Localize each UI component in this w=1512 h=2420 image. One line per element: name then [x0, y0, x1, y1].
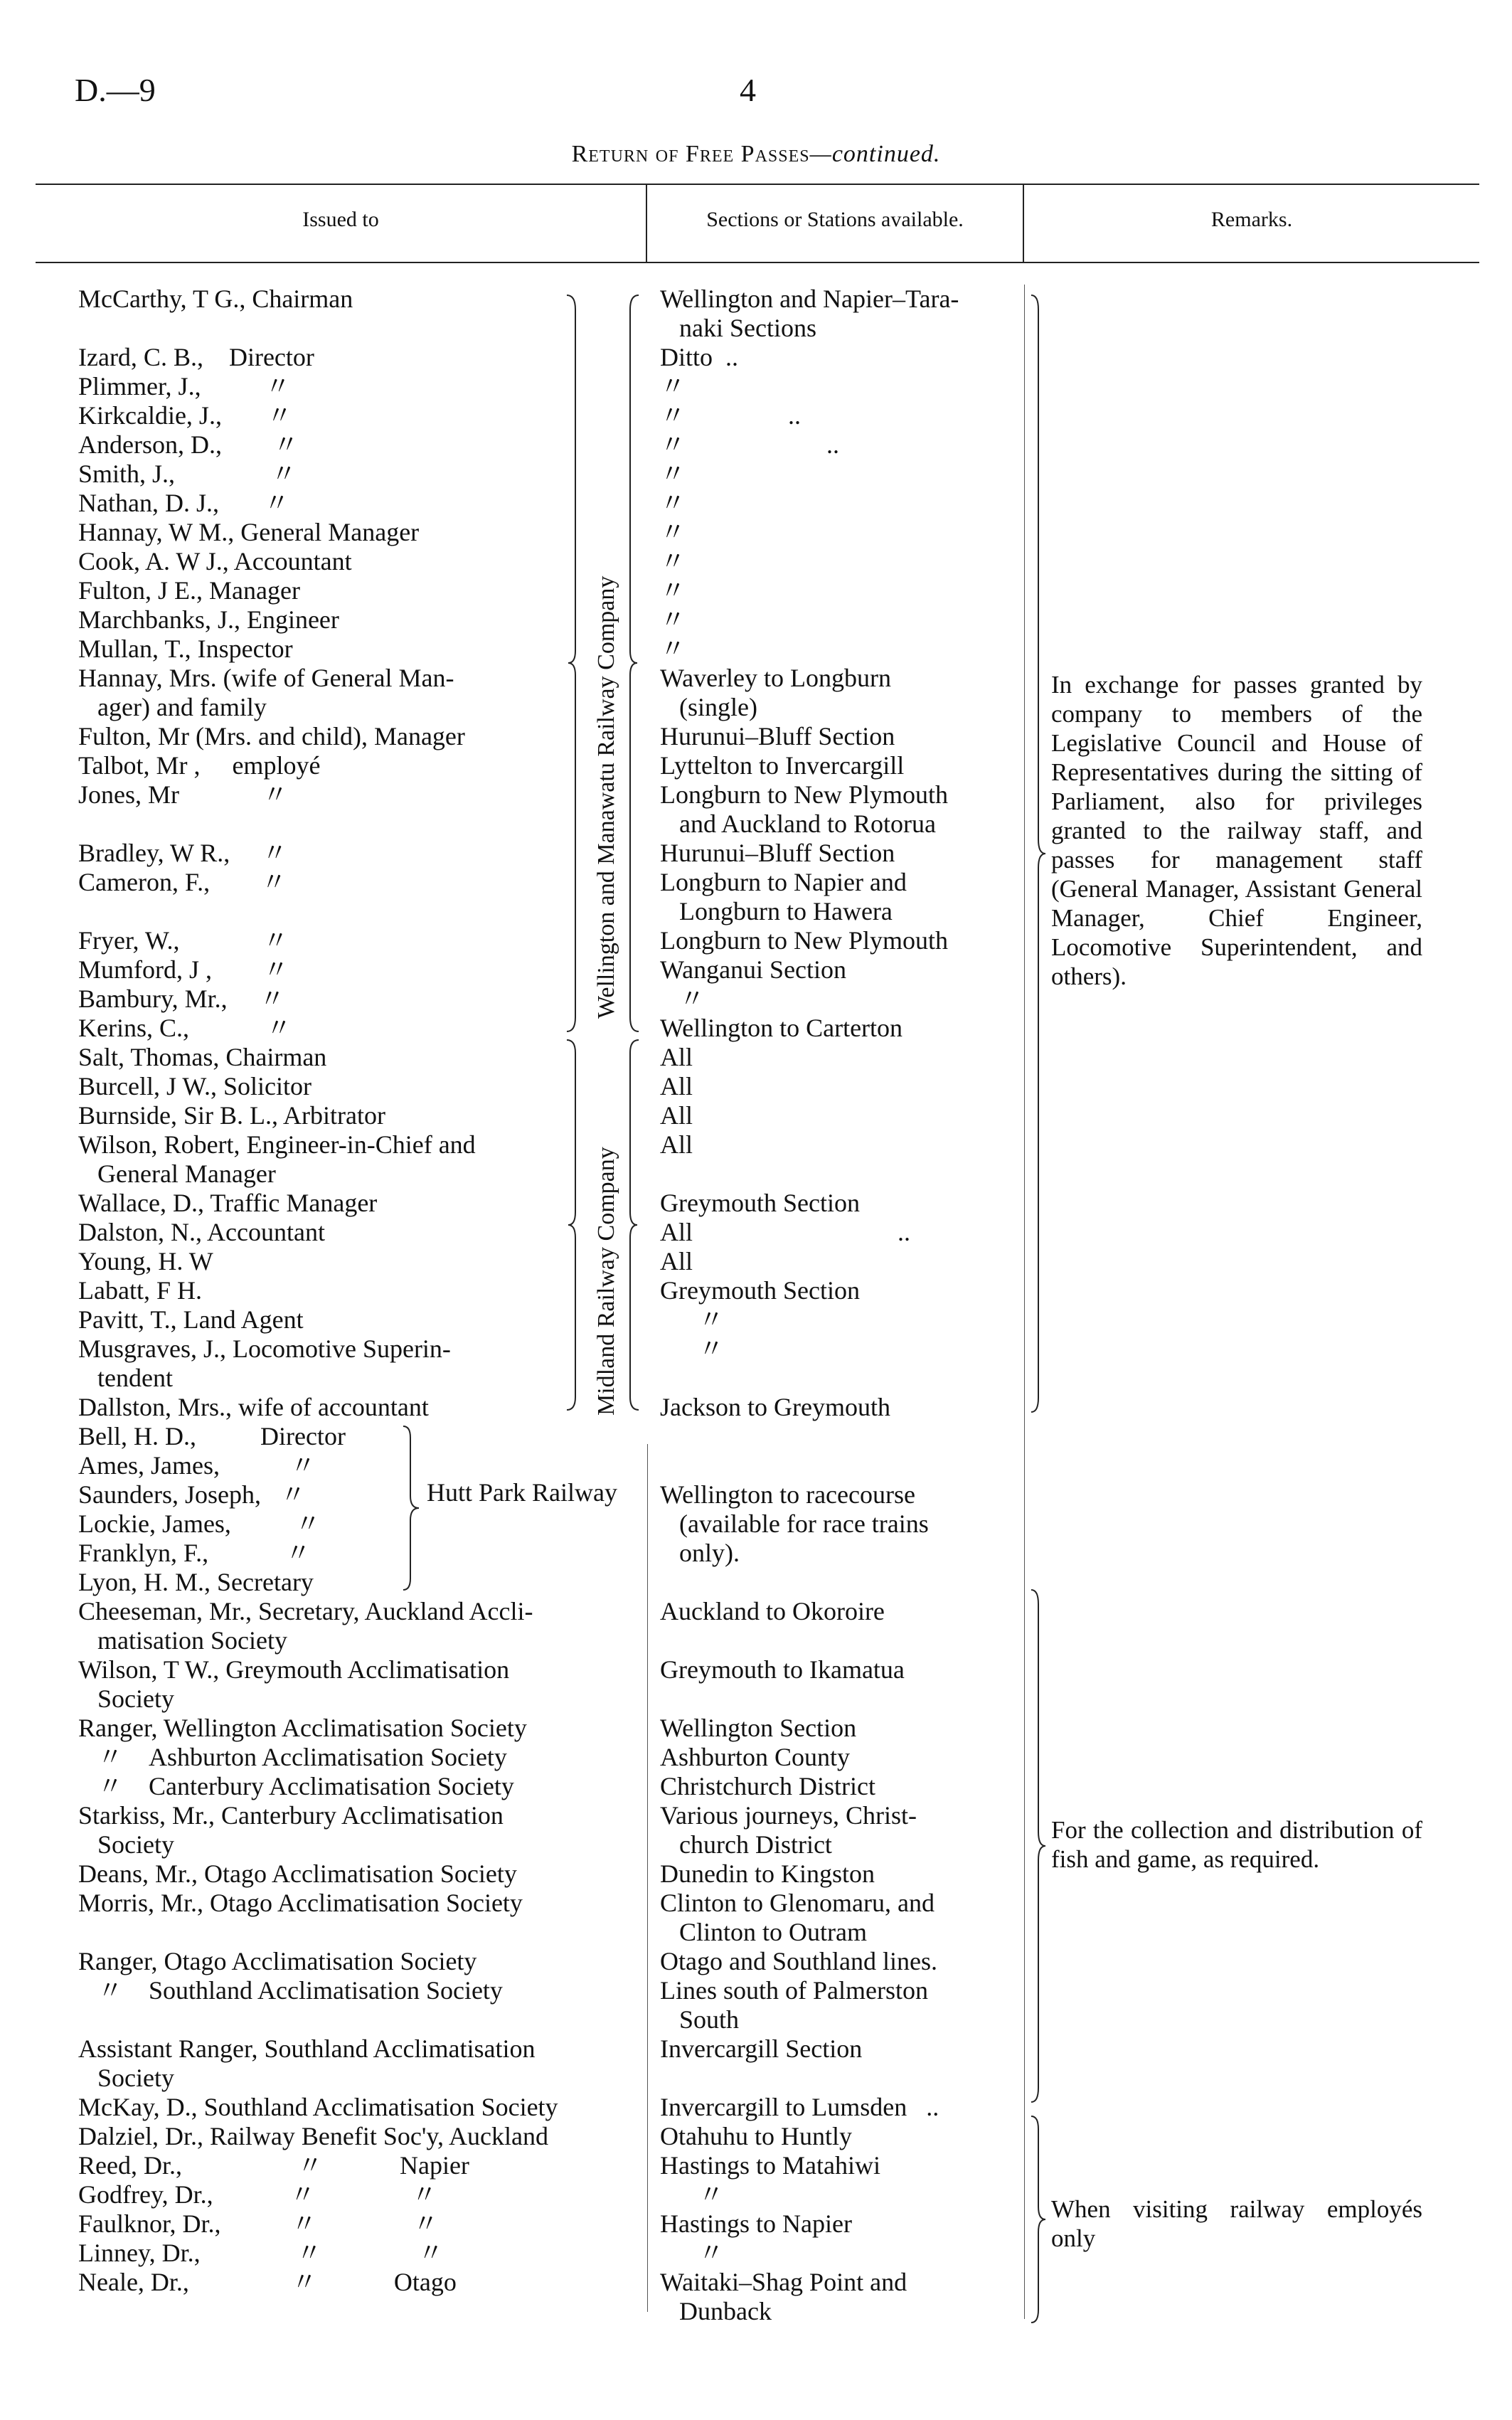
- issued-to-row: Faulknor, Dr., 〃 〃: [78, 2209, 439, 2238]
- section-row: Hurunui–Bluff Section: [660, 722, 895, 750]
- section-row: Hurunui–Bluff Section: [660, 839, 895, 867]
- issued-to-row: Young, H. W: [78, 1247, 213, 1275]
- section-row: [660, 1568, 1023, 1597]
- issued-to-row: Cheeseman, Mr., Secretary, Auckland Accli-: [78, 1597, 533, 1625]
- remark-exchange: In exchange for passes granted by company to members of the Legislative Council and House of Representatives during the sitting of Parliament, also for privileges granted to the railway staff, and passes for management staff (General Manager, Assistant General Manager, Chief Engineer, Locomotive Superintendent, and others).: [1051, 671, 1422, 990]
- issued-to-row: Fulton, J E., Manager: [78, 576, 300, 605]
- section-row: 〃: [660, 576, 686, 605]
- group-label-hutt-park: Hutt Park Railway: [427, 1478, 617, 1507]
- section-row: 〃: [660, 985, 706, 1013]
- document-code: D.—9: [75, 72, 156, 108]
- title-main: Return of Free Passes: [571, 141, 810, 167]
- section-row: [660, 1684, 1023, 1714]
- issued-to-row: Hannay, Mrs. (wife of General Man-: [78, 664, 454, 692]
- issued-to-row: Pavitt, T., Land Agent: [78, 1305, 304, 1334]
- section-row: Otahuhu to Huntly: [660, 2122, 852, 2150]
- issued-to-row: Dalziel, Dr., Railway Benefit Soc'y, Auckland: [78, 2122, 548, 2150]
- issued-to-row: Kerins, C., 〃: [78, 1014, 292, 1042]
- issued-to-row: matisation Society: [78, 1626, 287, 1655]
- header-sections: Sections or Stations available.: [706, 208, 964, 231]
- hutt-park-brace: [402, 1426, 423, 1590]
- section-row: Wellington Section: [660, 1714, 857, 1742]
- issued-to-row: Musgraves, J., Locomotive Superin-: [78, 1334, 451, 1363]
- issued-to-row: Dallston, Mrs., wife of accountant: [78, 1393, 429, 1421]
- section-row: Auckland to Okoroire: [660, 1597, 885, 1625]
- wellington-brace-left: [565, 295, 580, 1031]
- section-row: 〃: [660, 547, 686, 575]
- section-row: All: [660, 1043, 693, 1071]
- section-row: Wellington to racecourse: [660, 1480, 915, 1509]
- issued-to-row: Godfrey, Dr., 〃 〃: [78, 2180, 437, 2209]
- header-remarks: Remarks.: [1210, 208, 1293, 231]
- issued-to-row: Reed, Dr., 〃 Napier: [78, 2151, 469, 2180]
- section-row: (available for race trains: [660, 1509, 929, 1538]
- section-row: Invercargill to Lumsden ..: [660, 2093, 939, 2121]
- issued-to-row: Dalston, N., Accountant: [78, 1218, 325, 1246]
- section-row: Lyttelton to Invercargill: [660, 751, 905, 780]
- issued-to-row: Fryer, W., 〃: [78, 926, 289, 955]
- issued-to-row: Wilson, Robert, Engineer-in-Chief and: [78, 1130, 476, 1159]
- section-row: 〃: [660, 460, 686, 488]
- section-row: 〃: [660, 605, 686, 634]
- section-row: 〃 ..: [660, 401, 802, 430]
- section-row: Wanganui Section: [660, 955, 847, 984]
- issued-to-row: Ames, James, 〃: [78, 1451, 316, 1480]
- issued-to-row: [78, 2005, 661, 2034]
- section-row: naki Sections: [660, 314, 816, 342]
- section-row: Waverley to Longburn: [660, 664, 892, 692]
- section-row: Wellington to Carterton: [660, 1014, 903, 1042]
- group-label-wellington-manawatu: Wellington and Manawatu Railway Company: [593, 575, 619, 1019]
- section-row: (single): [660, 693, 757, 721]
- section-row: Wellington and Napier–Tara-: [660, 285, 959, 313]
- table-top-rule: [36, 184, 1479, 185]
- section-row: Ashburton County: [660, 1743, 851, 1771]
- issued-to-row: ager) and family: [78, 693, 267, 721]
- section-row: Longburn to New Plymouth: [660, 926, 948, 955]
- issued-to-row: Saunders, Joseph, 〃: [78, 1480, 306, 1509]
- sections-column-rule: [647, 1444, 648, 2312]
- section-row: only).: [660, 1539, 740, 1567]
- section-row: Ditto ..: [660, 343, 739, 371]
- group-label-midland: Midland Railway Company: [593, 1147, 619, 1416]
- issued-to-row: Fulton, Mr (Mrs. and child), Manager: [78, 722, 465, 750]
- issued-to-row: Talbot, Mr , employé: [78, 751, 321, 780]
- issued-to-row: Burnside, Sir B. L., Arbitrator: [78, 1101, 385, 1130]
- sections-column: [660, 285, 1023, 2326]
- issued-to-row: Lyon, H. M., Secretary: [78, 1568, 314, 1596]
- section-row: 〃: [660, 2239, 725, 2267]
- section-row: 〃: [660, 372, 686, 400]
- issued-to-row: Society: [78, 2064, 174, 2092]
- section-row: Dunback: [660, 2297, 772, 2325]
- issued-to-row: 〃 Southland Acclimatisation Society: [78, 1976, 503, 2005]
- section-row: All: [660, 1072, 693, 1100]
- section-row: South: [660, 2005, 740, 2034]
- page-title: [0, 141, 1512, 168]
- header-issued-to: Issued to: [302, 208, 379, 231]
- section-row: 〃 ..: [660, 430, 840, 459]
- section-row: All: [660, 1101, 693, 1130]
- issued-to-row: Burcell, J W., Solicitor: [78, 1072, 312, 1100]
- section-row: 〃: [660, 635, 686, 663]
- section-row: Clinton to Glenomaru, and: [660, 1889, 935, 1917]
- issued-to-row: Hannay, W M., General Manager: [78, 518, 420, 546]
- section-row: church District: [660, 1830, 832, 1859]
- midland-brace-left: [565, 1040, 580, 1410]
- issued-to-row: Morris, Mr., Otago Acclimatisation Society: [78, 1889, 523, 1917]
- issued-to-row: Anderson, D., 〃: [78, 430, 299, 459]
- section-row: 〃: [660, 489, 686, 517]
- issued-to-row: Labatt, F H.: [78, 1276, 202, 1305]
- section-row: Longburn to Hawera: [660, 897, 893, 925]
- midland-brace-right: [626, 1040, 640, 1410]
- section-row: Jackson to Greymouth: [660, 1393, 890, 1421]
- section-row: All: [660, 1247, 693, 1275]
- issued-to-row: Cook, A. W J., Accountant: [78, 547, 352, 575]
- issued-to-row: Ranger, Wellington Acclimatisation Society: [78, 1714, 527, 1742]
- section-row: 〃: [660, 2180, 725, 2209]
- section-row: Hastings to Napier: [660, 2209, 852, 2238]
- section-row: Longburn to Napier and: [660, 868, 907, 896]
- issued-to-row: Kirkcaldie, J., 〃: [78, 401, 292, 430]
- section-row: Greymouth to Ikamatua: [660, 1655, 905, 1684]
- issued-to-row: Starkiss, Mr., Canterbury Acclimatisation: [78, 1801, 504, 1830]
- section-row: [660, 2064, 1023, 2093]
- wellington-brace-right: [626, 295, 640, 1031]
- issued-to-row: Mumford, J , 〃: [78, 955, 289, 984]
- issued-to-row: McKay, D., Southland Acclimatisation Society: [78, 2093, 558, 2121]
- section-row: [660, 1364, 1023, 1393]
- issued-to-row: General Manager: [78, 1159, 276, 1188]
- section-row: [660, 1451, 1023, 1480]
- issued-to-row: Society: [78, 1830, 174, 1859]
- section-row: Greymouth Section: [660, 1189, 860, 1217]
- header-bottom-rule: [36, 262, 1479, 263]
- title-suffix: —continued.: [809, 141, 941, 167]
- section-row: [660, 1159, 1023, 1189]
- section-row: All ..: [660, 1218, 911, 1246]
- issued-to-row: Wilson, T W., Greymouth Acclimatisation: [78, 1655, 510, 1684]
- remarks-brace-1: [1030, 295, 1048, 1412]
- issued-to-row: Bell, H. D., Director: [78, 1422, 346, 1450]
- issued-to-row: Lockie, James, 〃: [78, 1509, 321, 1538]
- section-row: Waitaki–Shag Point and: [660, 2268, 907, 2296]
- section-row: 〃: [660, 1334, 725, 1363]
- remark-fish-game: For the collection and distribution of fish and game, as required.: [1051, 1816, 1422, 1873]
- section-row: [660, 1422, 1023, 1451]
- section-row: Lines south of Palmerston: [660, 1976, 928, 2005]
- issued-to-row: Plimmer, J., 〃: [78, 372, 291, 400]
- issued-to-row: Assistant Ranger, Southland Acclimatisation: [78, 2034, 536, 2063]
- issued-to-row: 〃 Canterbury Acclimatisation Society: [78, 1772, 514, 1800]
- issued-to-row: Neale, Dr., 〃 Otago: [78, 2268, 457, 2296]
- issued-to-row: Bambury, Mr., 〃: [78, 985, 285, 1013]
- section-row: [660, 1626, 1023, 1655]
- remarks-column-rule: [1024, 285, 1025, 2319]
- issued-to-row: Salt, Thomas, Chairman: [78, 1043, 327, 1071]
- section-row: Otago and Southland lines.: [660, 1947, 937, 1975]
- section-row: Hastings to Matahiwi: [660, 2151, 880, 2180]
- section-row: Various journeys, Christ-: [660, 1801, 917, 1830]
- section-row: Christchurch District: [660, 1772, 875, 1800]
- issued-to-row: Ranger, Otago Acclimatisation Society: [78, 1947, 477, 1975]
- issued-to-row: Bradley, W R., 〃: [78, 839, 288, 867]
- section-row: Invercargill Section: [660, 2034, 863, 2063]
- section-row: Greymouth Section: [660, 1276, 860, 1305]
- remarks-brace-3: [1030, 2116, 1048, 2323]
- issued-to-row: Society: [78, 1684, 174, 1713]
- issued-to-row: Jones, Mr 〃: [78, 780, 288, 809]
- issued-to-row: Wallace, D., Traffic Manager: [78, 1189, 378, 1217]
- issued-to-row: McCarthy, T G., Chairman: [78, 285, 353, 313]
- section-row: Clinton to Outram: [660, 1918, 867, 1946]
- issued-to-row: Franklyn, F., 〃: [78, 1539, 312, 1567]
- page-number: 4: [740, 72, 756, 108]
- section-row: 〃: [660, 1305, 725, 1334]
- section-row: All: [660, 1130, 693, 1159]
- remark-employes: When visiting railway employés only: [1051, 2195, 1422, 2252]
- issued-to-row: Mullan, T., Inspector: [78, 635, 293, 663]
- remarks-brace-2: [1030, 1590, 1048, 2102]
- issued-to-row: Izard, C. B., Director: [78, 343, 314, 371]
- section-row: and Auckland to Rotorua: [660, 810, 936, 838]
- issued-to-row: Marchbanks, J., Engineer: [78, 605, 339, 634]
- section-row: 〃: [660, 518, 686, 546]
- issued-to-row: tendent: [78, 1364, 173, 1392]
- issued-to-row: Deans, Mr., Otago Acclimatisation Society: [78, 1859, 517, 1888]
- issued-to-row: Linney, Dr., 〃 〃: [78, 2239, 444, 2267]
- issued-to-row: [78, 1918, 661, 1947]
- issued-to-row: Smith, J., 〃: [78, 460, 297, 488]
- issued-to-row: Nathan, D. J., 〃: [78, 489, 289, 517]
- issued-to-row: Cameron, F., 〃: [78, 868, 287, 896]
- issued-to-row: 〃 Ashburton Acclimatisation Society: [78, 1743, 507, 1771]
- section-row: Dunedin to Kingston: [660, 1859, 875, 1888]
- section-row: Longburn to New Plymouth: [660, 780, 948, 809]
